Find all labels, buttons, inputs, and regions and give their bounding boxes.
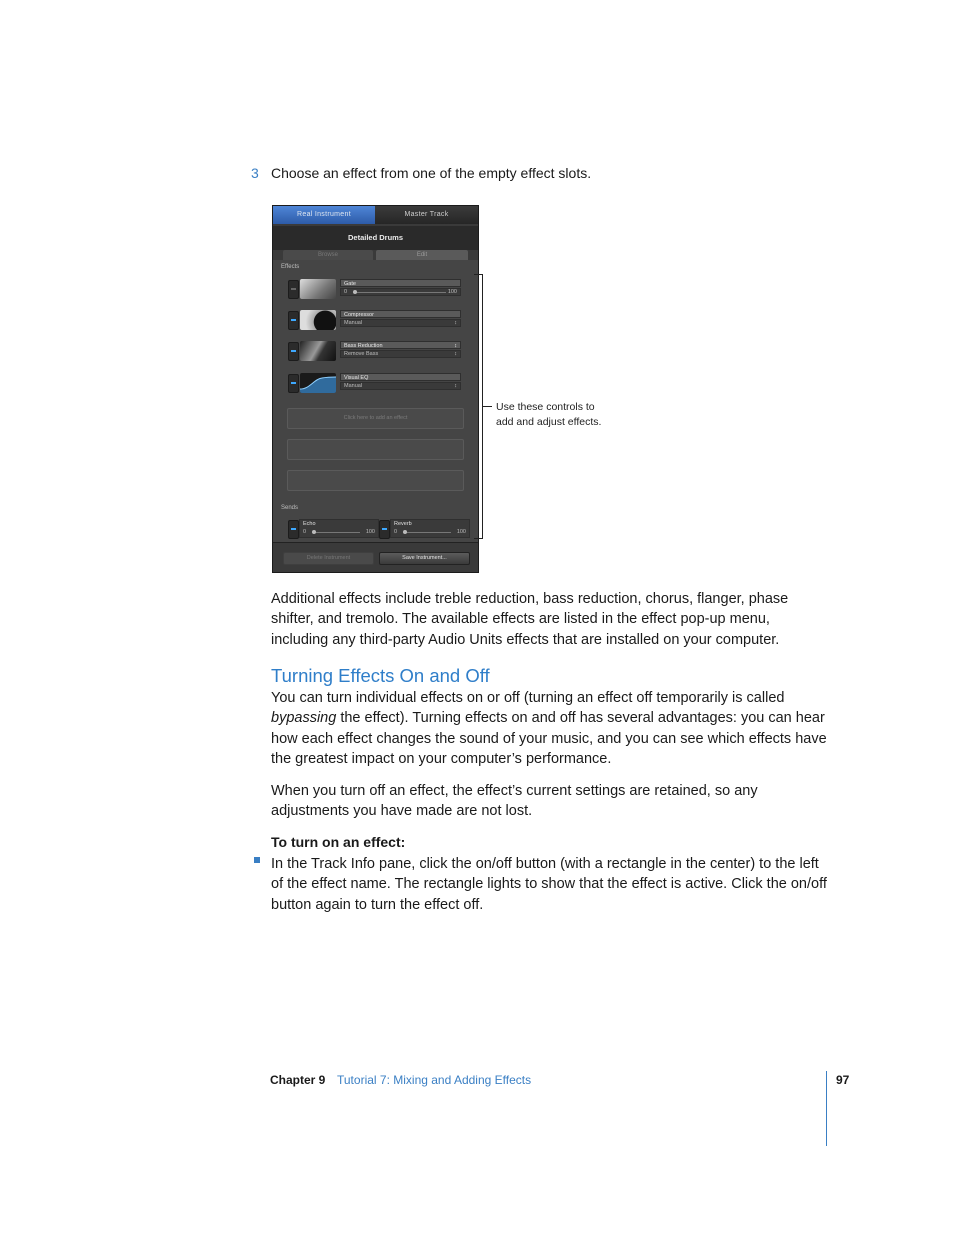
reverb-slider[interactable] bbox=[403, 532, 451, 533]
step-number: 3 bbox=[251, 165, 259, 181]
track-info-panel bbox=[272, 205, 479, 573]
echo-min: 0 bbox=[303, 529, 307, 535]
visual-eq-name[interactable]: Visual EQ bbox=[340, 373, 461, 381]
tab-real-instrument[interactable]: Real Instrument bbox=[273, 206, 375, 224]
compressor-preset-popup[interactable] bbox=[340, 319, 461, 327]
callout-line-2: add and adjust effects. bbox=[496, 416, 602, 428]
visual-eq-preset: Manual bbox=[344, 383, 363, 389]
led-icon bbox=[382, 528, 387, 530]
gate-name[interactable]: Gate bbox=[340, 279, 461, 287]
callout-leader-line bbox=[482, 406, 492, 407]
bullet-square-icon bbox=[254, 857, 260, 863]
footer-divider bbox=[826, 1071, 827, 1146]
step-3 bbox=[251, 164, 591, 182]
tab-master-track[interactable]: Master Track bbox=[375, 206, 478, 224]
callout-text bbox=[496, 400, 626, 430]
popup-arrows-icon: ↕ bbox=[454, 351, 457, 357]
slider-knob-icon[interactable] bbox=[353, 290, 357, 294]
effects-label: Effects bbox=[281, 264, 300, 270]
bass-reduction-preset-popup[interactable] bbox=[340, 350, 461, 358]
reverb-min: 0 bbox=[394, 529, 398, 535]
gate-min: 0 bbox=[344, 289, 348, 295]
bass-reduction-name: Bass Reduction bbox=[344, 343, 383, 349]
echo-slider[interactable] bbox=[312, 532, 360, 533]
slider-knob-icon[interactable] bbox=[312, 530, 316, 534]
page-number: 97 bbox=[836, 1073, 850, 1087]
instrument-title: Detailed Drums bbox=[273, 226, 478, 250]
eq-curve-icon bbox=[300, 373, 336, 393]
gate-thumbnail bbox=[300, 279, 336, 299]
para2-text-start: You can turn individual effects on or off (turning an effect off temporarily is called bbox=[271, 690, 785, 706]
popup-arrows-icon: ↕ bbox=[454, 320, 457, 326]
echo-onoff-button[interactable] bbox=[288, 520, 299, 539]
visual-eq-onoff-button[interactable] bbox=[288, 374, 299, 393]
para2-text-end: the effect). Turning effects on and off has several advantages: you can hear how each effect changes the sound of your music, and you can see which effects have the greatest impact on your computer’s performance. bbox=[271, 710, 827, 767]
paragraph-turning-effects bbox=[271, 688, 831, 769]
reverb-name: Reverb bbox=[394, 521, 412, 527]
compressor-name[interactable]: Compressor bbox=[340, 310, 461, 318]
echo-name: Echo bbox=[303, 521, 316, 527]
edit-pane bbox=[273, 260, 478, 542]
paragraph-settings-retained: When you turn off an effect, the effect’s current settings are retained, so any adjustments you have made are not lost. bbox=[271, 783, 758, 820]
visual-eq-preset-popup[interactable] bbox=[340, 382, 461, 390]
empty-effect-slot[interactable] bbox=[287, 470, 464, 491]
step-text: Choose an effect from one of the empty effect slots. bbox=[271, 165, 592, 181]
para2-italic: bypassing bbox=[271, 710, 337, 727]
visual-eq-thumbnail bbox=[300, 373, 336, 393]
delete-instrument-button[interactable]: Delete Instrument bbox=[283, 552, 374, 565]
led-icon bbox=[291, 288, 296, 290]
bass-reduction-thumbnail bbox=[300, 341, 336, 361]
footer-chapter-title: Tutorial 7: Mixing and Adding Effects bbox=[337, 1073, 532, 1087]
reverb-send[interactable] bbox=[390, 519, 470, 538]
compressor-preset: Manual bbox=[344, 320, 363, 326]
echo-max: 100 bbox=[365, 529, 375, 535]
led-icon bbox=[291, 382, 296, 384]
callout-line-1: Use these controls to bbox=[496, 401, 595, 413]
gate-slider[interactable] bbox=[340, 288, 461, 296]
echo-send[interactable] bbox=[299, 519, 379, 538]
tab-edit[interactable]: Edit bbox=[376, 250, 468, 260]
bass-reduction-name-popup[interactable] bbox=[340, 341, 461, 349]
task-heading: To turn on an effect: bbox=[271, 834, 406, 850]
slider-knob-icon[interactable] bbox=[403, 530, 407, 534]
paragraph-additional-effects: Additional effects include treble reduction, bass reduction, chorus, flanger, phase shifter, and tremolo. The available effects are listed in the effect pop-up menu, including any third-party Audio Units effects that are installed on your computer. bbox=[271, 591, 789, 648]
led-icon bbox=[291, 528, 296, 530]
bass-reduction-onoff-button[interactable] bbox=[288, 342, 299, 361]
sends-label: Sends bbox=[281, 505, 299, 511]
led-icon bbox=[291, 350, 296, 352]
popup-arrows-icon: ↕ bbox=[454, 383, 457, 389]
panel-bottom-bar bbox=[273, 542, 478, 573]
gate-onoff-button[interactable] bbox=[288, 280, 299, 299]
popup-arrows-icon: ↕ bbox=[454, 343, 457, 349]
empty-effect-slot[interactable] bbox=[287, 439, 464, 460]
bass-reduction-preset: Remove Bass bbox=[344, 351, 379, 357]
reverb-max: 100 bbox=[456, 529, 466, 535]
reverb-onoff-button[interactable] bbox=[379, 520, 390, 539]
tab-browse[interactable]: Browse bbox=[283, 250, 373, 260]
compressor-thumbnail bbox=[300, 310, 336, 330]
add-effect-slot[interactable]: Click here to add an effect bbox=[287, 408, 464, 429]
led-icon bbox=[291, 319, 296, 321]
footer-chapter: Chapter 9 bbox=[270, 1073, 326, 1087]
save-instrument-button[interactable]: Save Instrument... bbox=[379, 552, 470, 565]
gate-slider-track[interactable] bbox=[353, 292, 446, 293]
bullet-text: In the Track Info pane, click the on/off button (with a rectangle in the center) to the left of the effect name. The rectangle lights to show that the effect is active. Click the on/off button again to turn the effect off. bbox=[271, 856, 827, 913]
compressor-onoff-button[interactable] bbox=[288, 311, 299, 330]
gate-max: 100 bbox=[447, 289, 457, 295]
section-heading: Turning Effects On and Off bbox=[271, 665, 490, 686]
